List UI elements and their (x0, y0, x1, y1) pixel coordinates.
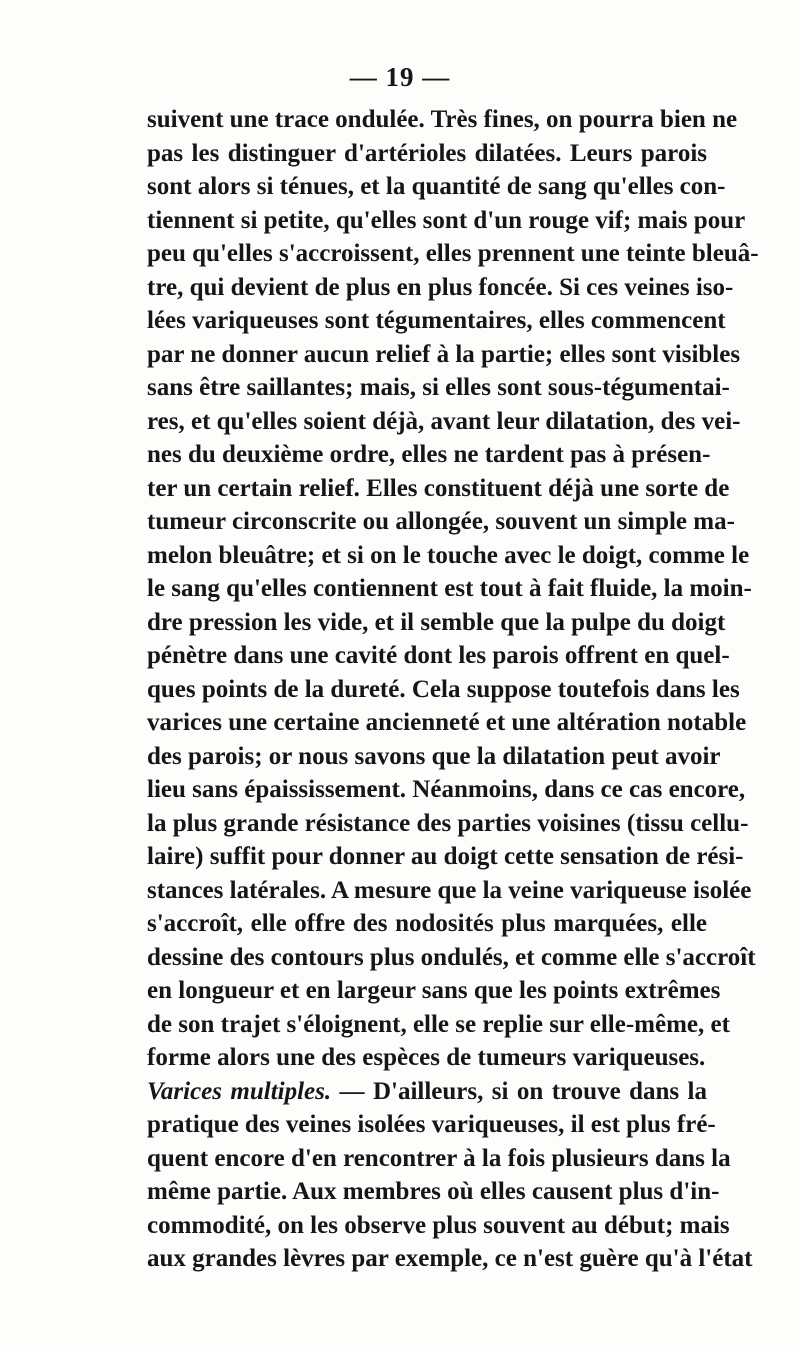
body-text (147, 103, 759, 1276)
text-line: res, et qu'elles soient déjà, avant leur dilatation, des vei- (147, 407, 741, 435)
text-line: lées variqueuses sont tégumentaires, elles commencent (147, 307, 726, 334)
text-line: pénètre dans une cavité dont les parois offrent en quel- (147, 642, 730, 669)
text-line: sans être saillantes; mais, si elles sont sous-tégumentai- (147, 374, 730, 401)
text-line: melon bleuâtre; et si on le touche avec le doigt, comme le (147, 541, 750, 569)
text-line: peu qu'elles s'accroissent, elles prennent une teinte bleuâ- (147, 240, 759, 267)
text-line: ques points de la dureté. Cela suppose toutefois dans les (147, 675, 740, 703)
text-line: tre, qui devient de plus en plus foncée. Si ces veines iso- (147, 273, 734, 301)
text-line: varices une certaine ancienneté et une altération notable (147, 709, 747, 736)
text-line: le sang qu'elles contiennent est tout à fait fluide, la moin- (147, 575, 752, 602)
text-line: de son trajet s'éloignent, elle se replie sur elle-même, et (147, 1010, 730, 1038)
text-line: sont alors si ténues, et la quantité de sang qu'elles con- (147, 173, 726, 200)
section-line-text: — D'ailleurs, si on trouve dans la (331, 1077, 707, 1105)
text-line: en longueur et en largeur sans que les points extrêmes (147, 977, 721, 1004)
text-line: forme alors une des espèces de tumeurs variqueuses. (147, 1044, 706, 1071)
text-line: pratique des veines isolées variqueuses, il est plus fré- (147, 1111, 716, 1138)
text-line: pas les distinguer d'artérioles dilatées. Leurs parois (147, 139, 707, 167)
text-line: des parois; or nous savons que la dilatation peut avoir (147, 742, 721, 770)
text-line: tiennent si petite, qu'elles sont d'un rouge vif; mais pour (147, 206, 746, 234)
text-line: nes du deuxième ordre, elles ne tardent pas à présen- (147, 441, 711, 468)
text-line: ter un certain relief. Elles constituent déjà une sorte de (147, 474, 730, 502)
text-line: tumeur circonscrite ou allongée, souvent un simple ma- (147, 508, 735, 535)
section-heading: Varices multiples. (147, 1077, 332, 1105)
text-line: même partie. Aux membres où elles causent plus d'in- (147, 1178, 720, 1205)
text-line: dre pression les vide, et il semble que la pulpe du doigt (147, 608, 726, 636)
text-line: par ne donner aucun relief à la partie; elles sont visibles (147, 340, 741, 368)
text-line: quent encore d'en rencontrer à la fois plusieurs dans la (147, 1144, 731, 1172)
text-line: suivent une trace ondulée. Très fines, on pourra bien ne (147, 106, 738, 133)
page-number: — 19 — (349, 62, 451, 92)
text-line: dessine des contours plus ondulés, et comme elle s'accroît (147, 943, 756, 971)
text-line: commodité, on les observe plus souvent au début; mais (147, 1211, 730, 1239)
text-line: lieu sans épaississement. Néanmoins, dans ce cas encore, (147, 776, 746, 803)
text-line: stances latérales. A mesure que la veine variqueuse isolée (147, 876, 752, 904)
text-line: s'accroît, elle offre des nodosités plus marquées, elle (147, 910, 707, 937)
section-line (147, 1075, 707, 1109)
text-line: la plus grande résistance des parties voisines (tissu cellu- (147, 809, 749, 837)
text-line: laire) suffit pour donner au doigt cette sensation de rési- (147, 843, 744, 870)
text-line: aux grandes lèvres par exemple, ce n'est guère qu'à l'état (147, 1245, 753, 1272)
